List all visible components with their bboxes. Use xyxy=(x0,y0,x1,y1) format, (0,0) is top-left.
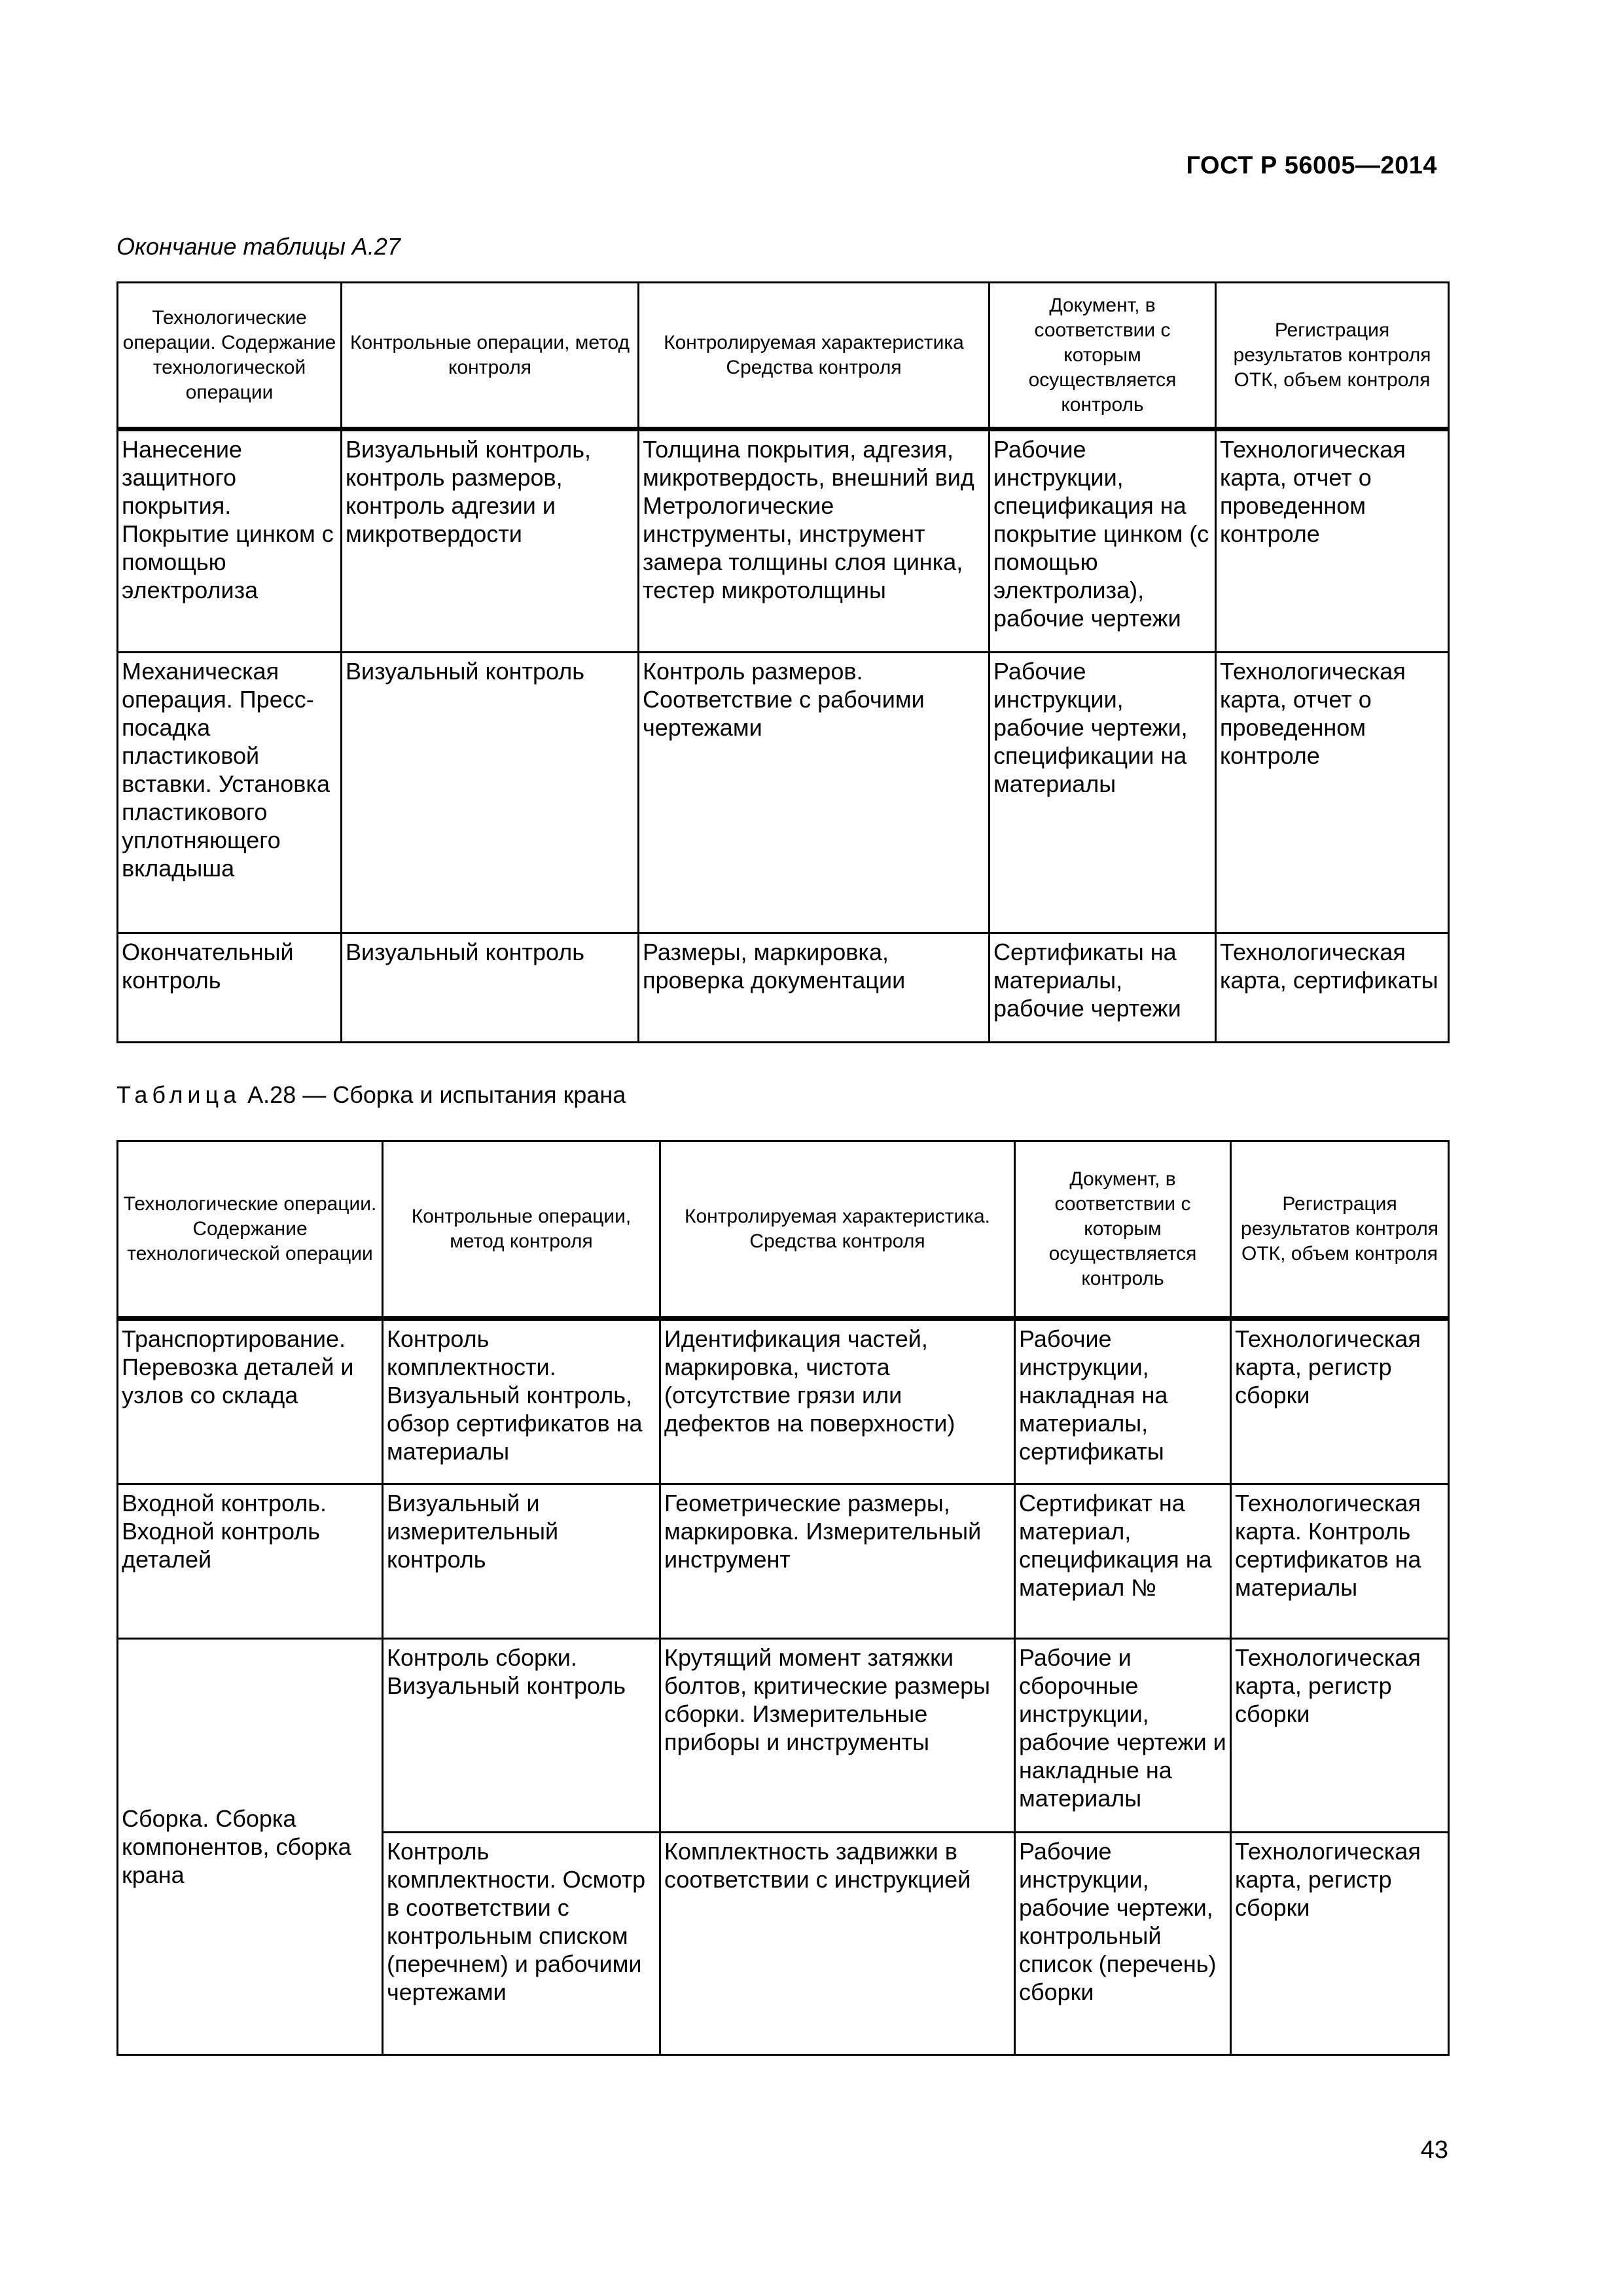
column-header: Контролируемая характеристика. Средства контроля xyxy=(660,1141,1015,1319)
column-header: Контрольные операции, метод контроля xyxy=(383,1141,660,1319)
table-cell: Визуальный контроль xyxy=(342,933,639,1043)
table-cell: Контроль сборки. Визуальный контроль xyxy=(383,1639,660,1833)
column-header: Технологические операции. Содержание технологической операции xyxy=(118,1141,383,1319)
table-cell: Технологическая карта, сертификаты xyxy=(1216,933,1449,1043)
table-cell: Нанесение защитного покрытия. Покрытие цинком с помощью электролиза xyxy=(118,429,342,653)
table-a28 xyxy=(116,1140,1450,2056)
table-row xyxy=(118,1484,1449,1639)
table-cell: Контроль комплектности. Осмотр в соответствии с контрольным списком (перечнем) и рабочими чертежами xyxy=(383,1833,660,2055)
table-cell: Размеры, маркировка, проверка документации xyxy=(639,933,990,1043)
table-header-row xyxy=(118,1141,1449,1319)
table-cell: Контроль размеров. Соответствие с рабочими чертежами xyxy=(639,653,990,933)
table-cell: Рабочие инструкции, рабочие чертежи, спецификации на материалы xyxy=(990,653,1216,933)
column-header: Регистрация результатов контроля ОТК, объем контроля xyxy=(1231,1141,1449,1319)
table-cell: Рабочие инструкции, спецификация на покрытие цинком (с помощью электролиза), рабочие чертежи xyxy=(990,429,1216,653)
table-cell: Окончательный контроль xyxy=(118,933,342,1043)
table-cell: Контроль комплектности. Визуальный контроль, обзор сертификатов на материалы xyxy=(383,1319,660,1484)
table-row xyxy=(118,1639,1449,1833)
column-header: Документ, в соответствии с которым осуществляется контроль xyxy=(990,283,1216,429)
table-cell: Механическая операция. Пресс-посадка пластиковой вставки. Установка пластикового уплотняющего вкладыша xyxy=(118,653,342,933)
table-cell: Технологическая карта, отчет о проведенном контроле xyxy=(1216,653,1449,933)
table-continuation-caption: Окончание таблицы А.27 xyxy=(116,233,401,260)
table-row xyxy=(118,653,1449,933)
table-header-row xyxy=(118,283,1449,429)
table-caption-prefix: Таблица xyxy=(116,1081,241,1108)
table-caption-title: А.28 — Сборка и испытания крана xyxy=(241,1081,626,1108)
table-cell: Крутящий момент затяжки болтов, критические размеры сборки. Измерительные приборы и инструменты xyxy=(660,1639,1015,1833)
table-row xyxy=(118,429,1449,653)
table-cell: Входной контроль. Входной контроль деталей xyxy=(118,1484,383,1639)
table-cell-merged: Сборка. Сборка компонентов, сборка крана xyxy=(118,1639,383,2055)
table-cell: Сертификаты на материалы, рабочие чертежи xyxy=(990,933,1216,1043)
table-row xyxy=(118,1319,1449,1484)
table-cell: Визуальный и измерительный контроль xyxy=(383,1484,660,1639)
table-cell: Технологическая карта. Контроль сертификатов на материалы xyxy=(1231,1484,1449,1639)
page-number: 43 xyxy=(1420,2136,1448,2164)
column-header: Регистрация результатов контроля ОТК, объем контроля xyxy=(1216,283,1449,429)
table-a27 xyxy=(116,281,1450,1043)
document-header: ГОСТ Р 56005—2014 xyxy=(1186,152,1437,179)
table-cell: Геометрические размеры, маркировка. Измерительный инструмент xyxy=(660,1484,1015,1639)
column-header: Контрольные операции, метод контроля xyxy=(342,283,639,429)
table-cell: Технологическая карта, регистр сборки xyxy=(1231,1833,1449,2055)
table-caption xyxy=(116,1081,626,1109)
table-cell: Технологическая карта, отчет о проведенном контроле xyxy=(1216,429,1449,653)
column-header: Документ, в соответствии с которым осуществляется контроль xyxy=(1015,1141,1231,1319)
table-cell: Рабочие и сборочные инструкции, рабочие чертежи и накладные на материалы xyxy=(1015,1639,1231,1833)
table-cell: Рабочие инструкции, рабочие чертежи, контрольный список (перечень) сборки xyxy=(1015,1833,1231,2055)
column-header: Технологические операции. Содержание технологической операции xyxy=(118,283,342,429)
table-cell: Рабочие инструкции, накладная на материалы, сертификаты xyxy=(1015,1319,1231,1484)
table-cell: Визуальный контроль xyxy=(342,653,639,933)
table-cell: Сертификат на материал, спецификация на материал № xyxy=(1015,1484,1231,1639)
table-cell: Идентификация частей, маркировка, чистота (отсутствие грязи или дефектов на поверхности) xyxy=(660,1319,1015,1484)
table-cell: Комплектность задвижки в соответствии с инструкцией xyxy=(660,1833,1015,2055)
table-cell: Толщина покрытия, адгезия, микротвердость, внешний вид Метрологические инструменты, инструмент замера толщины слоя цинка, тестер микротолщины xyxy=(639,429,990,653)
table-cell: Транспортирование. Перевозка деталей и узлов со склада xyxy=(118,1319,383,1484)
table-cell: Технологическая карта, регистр сборки xyxy=(1231,1319,1449,1484)
table-cell: Визуальный контроль, контроль размеров, контроль адгезии и микротвердости xyxy=(342,429,639,653)
table-cell: Технологическая карта, регистр сборки xyxy=(1231,1639,1449,1833)
table-row xyxy=(118,933,1449,1043)
column-header: Контролируемая характеристика Средства контроля xyxy=(639,283,990,429)
